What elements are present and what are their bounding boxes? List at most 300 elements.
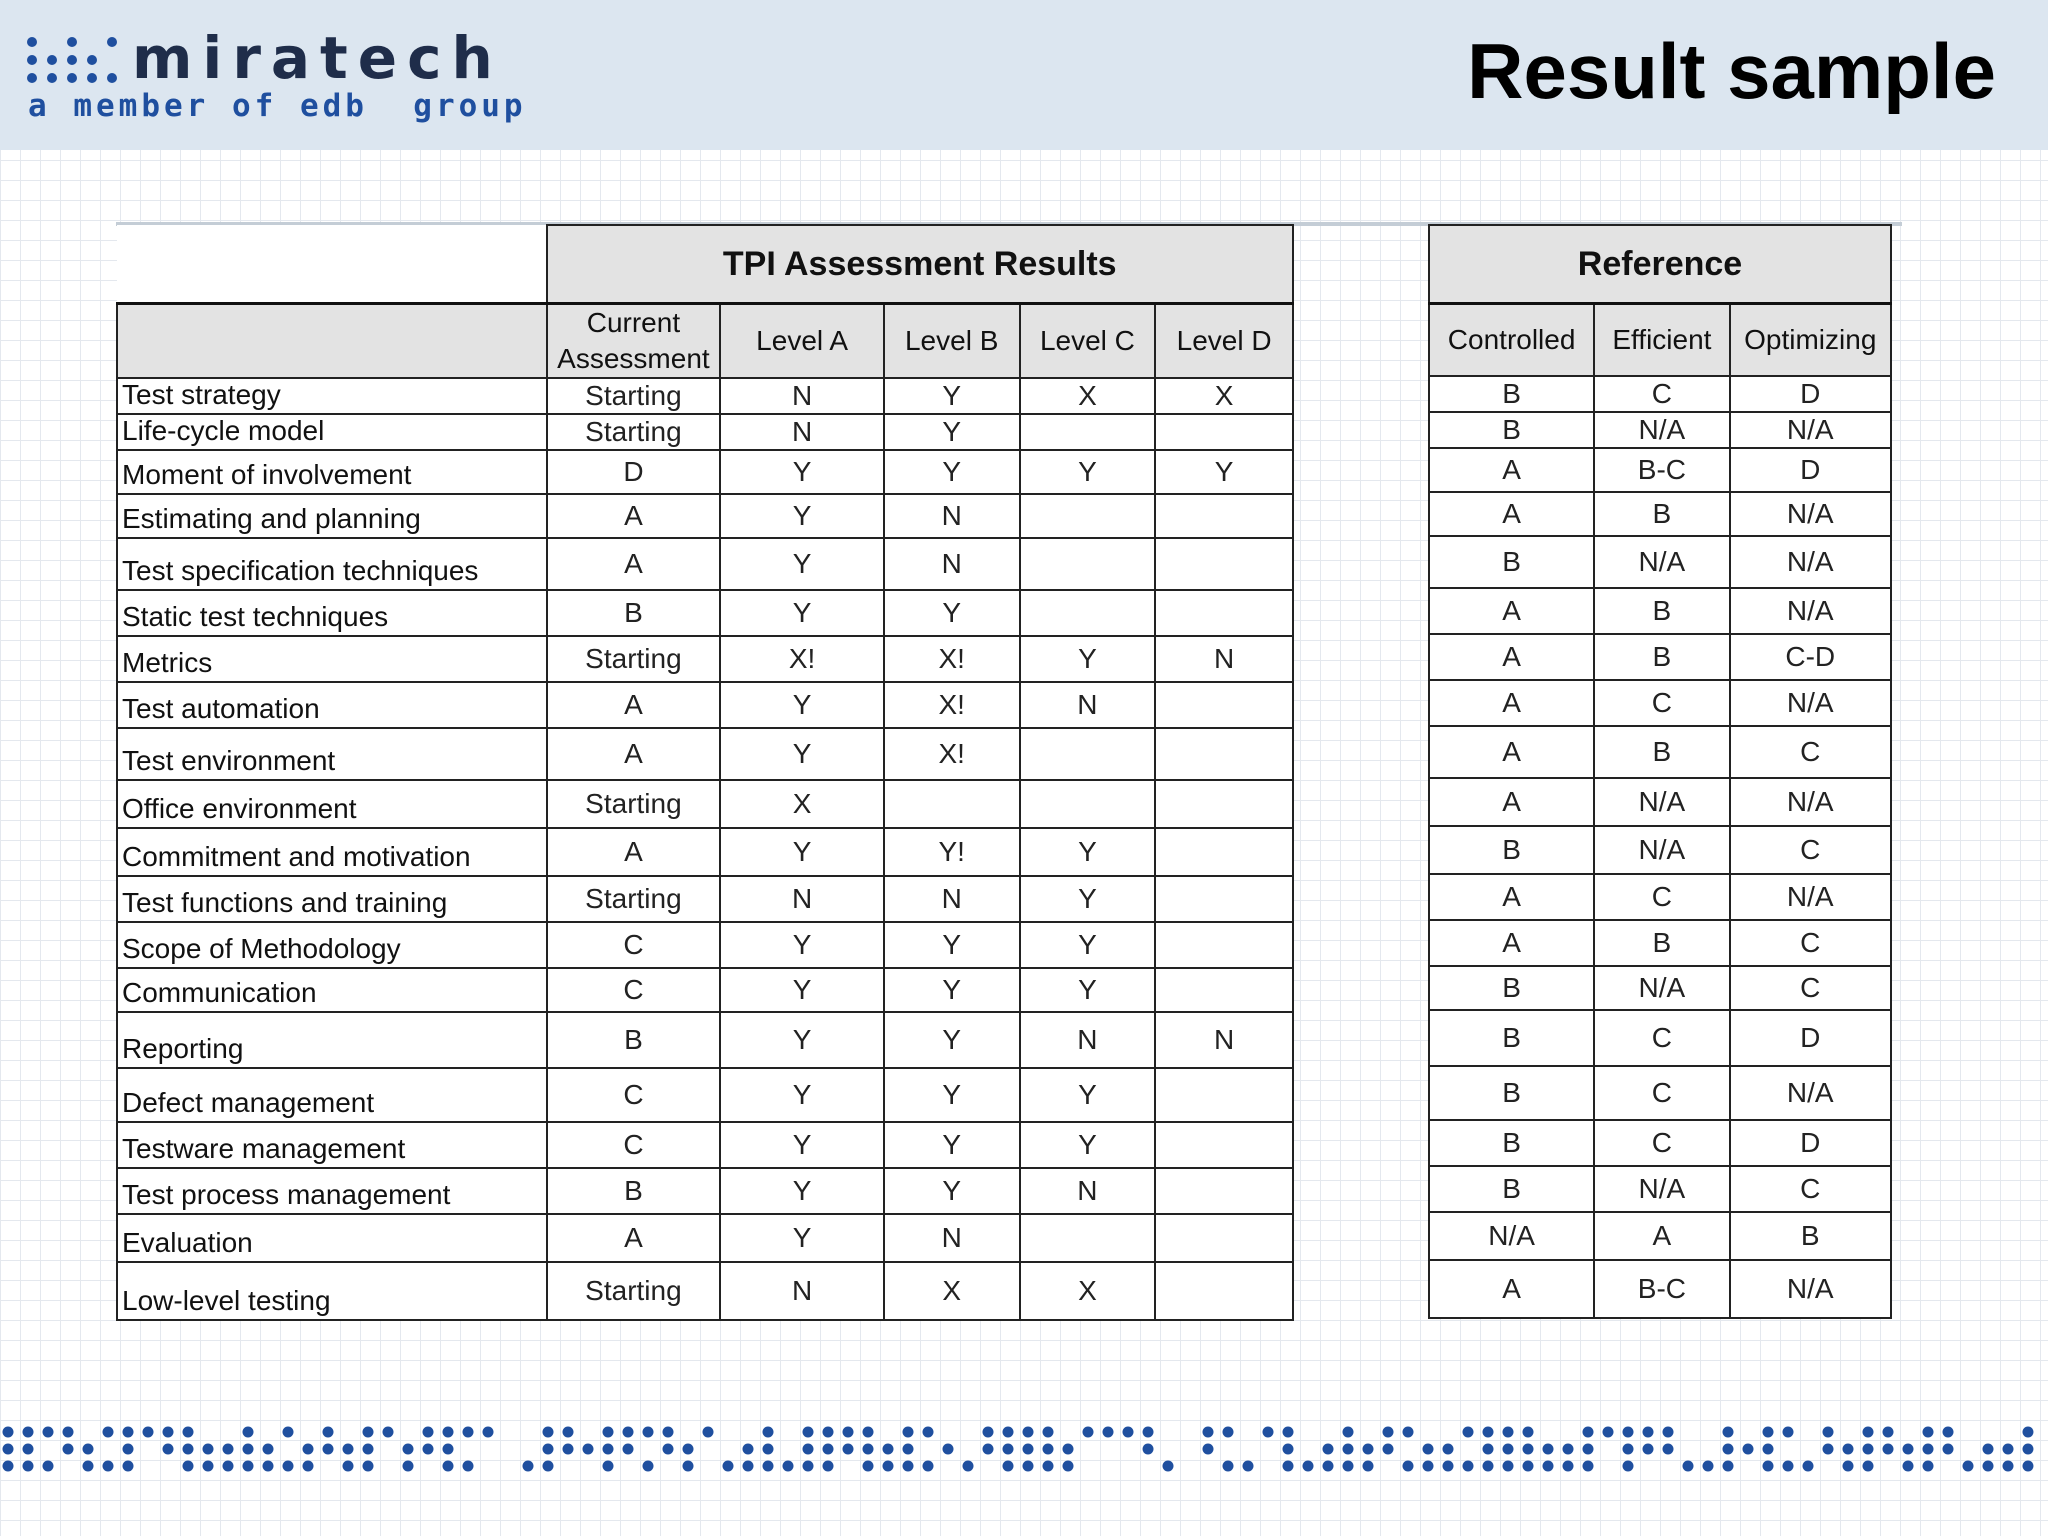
- level-c-cell: [1020, 590, 1156, 636]
- level-a-cell: Y: [720, 1168, 883, 1214]
- level-a-cell: X: [720, 780, 883, 828]
- footer-dot: [1363, 1444, 1374, 1455]
- footer-dot: [123, 1461, 134, 1472]
- reference-row: [1429, 412, 1891, 448]
- footer-dot: [843, 1427, 854, 1438]
- footer-dot: [623, 1444, 634, 1455]
- footer-dot: [763, 1444, 774, 1455]
- table-row: [117, 1214, 1293, 1262]
- footer-dot: [1503, 1461, 1514, 1472]
- current-assessment-cell: Starting: [547, 780, 721, 828]
- reference-row: [1429, 874, 1891, 920]
- current-assessment-cell: B: [547, 590, 721, 636]
- optimizing-cell: C: [1730, 826, 1891, 874]
- reference-row: [1429, 1260, 1891, 1318]
- efficient-cell: N/A: [1594, 1166, 1729, 1212]
- col-optimizing: Optimizing: [1730, 304, 1891, 377]
- reference-row: [1429, 376, 1891, 412]
- footer-dot: [803, 1427, 814, 1438]
- optimizing-cell: C: [1730, 1166, 1891, 1212]
- footer-dot: [343, 1461, 354, 1472]
- level-c-cell: Y: [1020, 1068, 1156, 1122]
- controlled-cell: A: [1429, 680, 1594, 726]
- current-assessment-cell: B: [547, 1168, 721, 1214]
- level-c-cell: [1020, 1214, 1156, 1262]
- footer-dot: [123, 1427, 134, 1438]
- table-row: [117, 590, 1293, 636]
- footer-dot: [943, 1444, 954, 1455]
- assessment-corner: [117, 225, 547, 304]
- footer-dot: [603, 1461, 614, 1472]
- reference-row: [1429, 1166, 1891, 1212]
- footer-dot: [1983, 1461, 1994, 1472]
- footer-dot: [803, 1444, 814, 1455]
- optimizing-cell: N/A: [1730, 492, 1891, 536]
- footer-dot: [1663, 1427, 1674, 1438]
- optimizing-cell: N/A: [1730, 1260, 1891, 1318]
- reference-row: [1429, 726, 1891, 778]
- footer-dot: [1723, 1461, 1734, 1472]
- level-b-cell: Y!: [884, 828, 1020, 876]
- optimizing-cell: N/A: [1730, 680, 1891, 726]
- footer-dot: [1903, 1461, 1914, 1472]
- footer-dot: [1923, 1444, 1934, 1455]
- footer-dot: [1423, 1461, 1434, 1472]
- level-a-cell: N: [720, 876, 883, 922]
- footer-dot: [1363, 1461, 1374, 1472]
- current-assessment-cell: A: [547, 538, 721, 590]
- efficient-cell: C: [1594, 1010, 1729, 1066]
- controlled-cell: B: [1429, 536, 1594, 588]
- footer-dot: [883, 1461, 894, 1472]
- level-a-cell: Y: [720, 1068, 883, 1122]
- table-row: [117, 828, 1293, 876]
- level-c-cell: [1020, 414, 1156, 450]
- row-name: Moment of involvement: [117, 450, 547, 494]
- footer-dot: [1963, 1461, 1974, 1472]
- footer-dot: [1403, 1461, 1414, 1472]
- footer-dot: [303, 1444, 314, 1455]
- current-assessment-cell: Starting: [547, 876, 721, 922]
- level-d-cell: [1155, 494, 1293, 538]
- footer-dot: [823, 1427, 834, 1438]
- footer-dot: [1063, 1444, 1074, 1455]
- row-name: Metrics: [117, 636, 547, 682]
- controlled-cell: B: [1429, 1066, 1594, 1120]
- footer-dot: [543, 1444, 554, 1455]
- footer-dot: [1483, 1461, 1494, 1472]
- current-assessment-cell: Starting: [547, 378, 721, 414]
- footer-dot: [2023, 1461, 2034, 1472]
- footer-dot: [1583, 1444, 1594, 1455]
- row-label-header: [117, 304, 547, 379]
- controlled-cell: A: [1429, 920, 1594, 966]
- footer-dot: [1783, 1461, 1794, 1472]
- footer-dot: [1923, 1461, 1934, 1472]
- optimizing-cell: N/A: [1730, 778, 1891, 826]
- footer-dot: [923, 1461, 934, 1472]
- efficient-cell: N/A: [1594, 966, 1729, 1010]
- footer-dot: [763, 1461, 774, 1472]
- row-name: Low-level testing: [117, 1262, 547, 1320]
- level-a-cell: Y: [720, 450, 883, 494]
- footer-dot: [563, 1427, 574, 1438]
- footer-dot: [443, 1444, 454, 1455]
- footer-dot: [243, 1461, 254, 1472]
- footer-dots-decoration: [0, 1420, 2048, 1480]
- efficient-cell: B-C: [1594, 1260, 1729, 1318]
- table-row: [117, 1262, 1293, 1320]
- footer-dot: [163, 1427, 174, 1438]
- footer-dot: [423, 1427, 434, 1438]
- footer-dot: [3, 1461, 14, 1472]
- efficient-cell: C: [1594, 1066, 1729, 1120]
- footer-dot: [1303, 1461, 1314, 1472]
- footer-dot: [1923, 1427, 1934, 1438]
- footer-dot: [443, 1427, 454, 1438]
- footer-dot: [1063, 1461, 1074, 1472]
- footer-dot: [443, 1461, 454, 1472]
- footer-dot: [543, 1427, 554, 1438]
- level-a-cell: Y: [720, 728, 883, 780]
- footer-dot: [1603, 1427, 1614, 1438]
- optimizing-cell: N/A: [1730, 588, 1891, 634]
- level-d-cell: [1155, 1122, 1293, 1168]
- current-assessment-cell: B: [547, 1012, 721, 1068]
- footer-dot: [1083, 1427, 1094, 1438]
- level-b-cell: Y: [884, 1122, 1020, 1168]
- footer-dot: [2023, 1427, 2034, 1438]
- footer-dot: [603, 1427, 614, 1438]
- efficient-cell: N/A: [1594, 778, 1729, 826]
- controlled-cell: A: [1429, 874, 1594, 920]
- level-b-cell: X!: [884, 682, 1020, 728]
- footer-dot: [1523, 1444, 1534, 1455]
- level-b-cell: N: [884, 538, 1020, 590]
- footer-dot: [1643, 1444, 1654, 1455]
- row-name: Communication: [117, 968, 547, 1012]
- row-name: Office environment: [117, 780, 547, 828]
- footer-dot: [1983, 1444, 1994, 1455]
- row-name: Testware management: [117, 1122, 547, 1168]
- footer-dot: [363, 1461, 374, 1472]
- footer-dot: [743, 1444, 754, 1455]
- reference-row: [1429, 680, 1891, 726]
- footer-dot: [63, 1444, 74, 1455]
- efficient-cell: B: [1594, 726, 1729, 778]
- footer-dot: [823, 1444, 834, 1455]
- footer-dot: [643, 1427, 654, 1438]
- level-a-cell: Y: [720, 682, 883, 728]
- footer-dot: [1263, 1427, 1274, 1438]
- level-b-cell: Y: [884, 968, 1020, 1012]
- footer-dot: [223, 1461, 234, 1472]
- footer-dot: [1243, 1461, 1254, 1472]
- footer-dot: [1743, 1444, 1754, 1455]
- level-a-cell: N: [720, 1262, 883, 1320]
- footer-dot: [183, 1427, 194, 1438]
- level-d-cell: N: [1155, 1012, 1293, 1068]
- level-b-cell: Y: [884, 414, 1020, 450]
- optimizing-cell: N/A: [1730, 874, 1891, 920]
- col-efficient: Efficient: [1594, 304, 1729, 377]
- current-assessment-cell: Starting: [547, 636, 721, 682]
- footer-dot: [83, 1444, 94, 1455]
- footer-dot: [3, 1444, 14, 1455]
- footer-dot: [1383, 1444, 1394, 1455]
- footer-dot: [1863, 1461, 1874, 1472]
- footer-dot: [1883, 1444, 1894, 1455]
- footer-dot: [183, 1444, 194, 1455]
- efficient-cell: N/A: [1594, 412, 1729, 448]
- footer-dot: [1523, 1461, 1534, 1472]
- level-d-cell: [1155, 968, 1293, 1012]
- optimizing-cell: C: [1730, 726, 1891, 778]
- footer-dot: [1043, 1427, 1054, 1438]
- level-c-cell: Y: [1020, 922, 1156, 968]
- footer-dot: [1483, 1427, 1494, 1438]
- level-d-cell: [1155, 538, 1293, 590]
- footer-dot: [1023, 1427, 1034, 1438]
- footer-dot: [1523, 1427, 1534, 1438]
- level-d-cell: [1155, 1168, 1293, 1214]
- table-row: [117, 450, 1293, 494]
- efficient-cell: B: [1594, 492, 1729, 536]
- assessment-heading: TPI Assessment Results: [547, 225, 1294, 304]
- footer-dot: [1283, 1461, 1294, 1472]
- controlled-cell: A: [1429, 778, 1594, 826]
- reference-body: [1429, 376, 1891, 1318]
- footer-dot: [343, 1444, 354, 1455]
- optimizing-cell: N/A: [1730, 412, 1891, 448]
- footer-dot: [1383, 1427, 1394, 1438]
- footer-dot: [703, 1427, 714, 1438]
- level-d-cell: [1155, 828, 1293, 876]
- footer-dot: [1503, 1444, 1514, 1455]
- footer-dot: [1683, 1461, 1694, 1472]
- footer-dot: [63, 1427, 74, 1438]
- miratech-logo: [26, 24, 527, 126]
- footer-dot: [1723, 1427, 1734, 1438]
- row-name: Commitment and motivation: [117, 828, 547, 876]
- reference-row: [1429, 1010, 1891, 1066]
- efficient-cell: C: [1594, 874, 1729, 920]
- footer-dot: [603, 1444, 614, 1455]
- level-b-cell: Y: [884, 590, 1020, 636]
- footer-dot: [2023, 1444, 2034, 1455]
- level-c-cell: [1020, 780, 1156, 828]
- footer-dot: [1763, 1461, 1774, 1472]
- level-a-cell: X!: [720, 636, 883, 682]
- footer-dot: [723, 1461, 734, 1472]
- level-a-cell: Y: [720, 828, 883, 876]
- footer-dot: [1203, 1444, 1214, 1455]
- row-name: Test automation: [117, 682, 547, 728]
- footer-dot: [523, 1461, 534, 1472]
- level-b-cell: Y: [884, 922, 1020, 968]
- efficient-cell: C: [1594, 680, 1729, 726]
- footer-dot: [103, 1427, 114, 1438]
- assessment-body: [117, 378, 1293, 1320]
- level-d-cell: [1155, 876, 1293, 922]
- footer-dot: [463, 1461, 474, 1472]
- footer-dot: [1443, 1461, 1454, 1472]
- controlled-cell: A: [1429, 1260, 1594, 1318]
- table-row: [117, 414, 1293, 450]
- controlled-cell: A: [1429, 726, 1594, 778]
- reference-row: [1429, 492, 1891, 536]
- row-name: Defect management: [117, 1068, 547, 1122]
- footer-dot: [303, 1461, 314, 1472]
- level-b-cell: X!: [884, 636, 1020, 682]
- controlled-cell: B: [1429, 412, 1594, 448]
- level-c-cell: Y: [1020, 968, 1156, 1012]
- reference-row: [1429, 1066, 1891, 1120]
- level-b-cell: X!: [884, 728, 1020, 780]
- controlled-cell: B: [1429, 966, 1594, 1010]
- col-level-b: Level B: [884, 304, 1020, 379]
- footer-dot: [1563, 1461, 1574, 1472]
- level-c-cell: Y: [1020, 876, 1156, 922]
- level-c-cell: [1020, 538, 1156, 590]
- footer-dot: [1503, 1427, 1514, 1438]
- level-a-cell: Y: [720, 494, 883, 538]
- row-name: Test functions and training: [117, 876, 547, 922]
- controlled-cell: B: [1429, 1120, 1594, 1166]
- footer-dot: [1463, 1427, 1474, 1438]
- current-assessment-cell: A: [547, 682, 721, 728]
- footer-dot: [163, 1444, 174, 1455]
- slide-header: [0, 0, 2048, 150]
- level-a-cell: Y: [720, 1012, 883, 1068]
- level-c-cell: N: [1020, 682, 1156, 728]
- table-row: [117, 378, 1293, 414]
- reference-row: [1429, 588, 1891, 634]
- current-assessment-cell: A: [547, 828, 721, 876]
- footer-dot: [283, 1427, 294, 1438]
- footer-dot: [143, 1427, 154, 1438]
- footer-dot: [663, 1444, 674, 1455]
- slide-title: Result sample: [1467, 27, 1996, 115]
- level-c-cell: [1020, 728, 1156, 780]
- row-name: Test specification techniques: [117, 538, 547, 590]
- level-c-cell: X: [1020, 378, 1156, 414]
- footer-dot: [863, 1461, 874, 1472]
- footer-dot: [463, 1427, 474, 1438]
- level-c-cell: Y: [1020, 450, 1156, 494]
- level-d-cell: X: [1155, 378, 1293, 414]
- col-level-a: Level A: [720, 304, 883, 379]
- footer-dot: [323, 1444, 334, 1455]
- level-b-cell: Y: [884, 378, 1020, 414]
- row-name: Life-cycle model: [117, 414, 547, 450]
- footer-dot: [423, 1444, 434, 1455]
- footer-dot: [2003, 1461, 2014, 1472]
- reference-row: [1429, 536, 1891, 588]
- footer-dot: [663, 1427, 674, 1438]
- level-b-cell: N: [884, 1214, 1020, 1262]
- footer-dot: [283, 1461, 294, 1472]
- table-row: [117, 1012, 1293, 1068]
- footer-dot: [83, 1461, 94, 1472]
- footer-dot: [403, 1461, 414, 1472]
- level-c-cell: [1020, 494, 1156, 538]
- footer-dot: [1283, 1444, 1294, 1455]
- optimizing-cell: N/A: [1730, 1066, 1891, 1120]
- footer-dot: [263, 1444, 274, 1455]
- level-b-cell: N: [884, 494, 1020, 538]
- table-row: [117, 728, 1293, 780]
- table-row: [117, 780, 1293, 828]
- footer-dot: [563, 1444, 574, 1455]
- footer-dot: [543, 1461, 554, 1472]
- table-row: [117, 494, 1293, 538]
- logo-name: miratech: [132, 24, 503, 92]
- row-name: Test environment: [117, 728, 547, 780]
- level-d-cell: Y: [1155, 450, 1293, 494]
- current-assessment-cell: Starting: [547, 1262, 721, 1320]
- efficient-cell: B: [1594, 920, 1729, 966]
- level-a-cell: Y: [720, 538, 883, 590]
- footer-dot: [1803, 1461, 1814, 1472]
- footer-dot: [1023, 1444, 1034, 1455]
- footer-dot: [243, 1444, 254, 1455]
- optimizing-cell: D: [1730, 1010, 1891, 1066]
- footer-dot: [363, 1444, 374, 1455]
- footer-dot: [1163, 1461, 1174, 1472]
- efficient-cell: N/A: [1594, 826, 1729, 874]
- level-a-cell: N: [720, 414, 883, 450]
- footer-dot: [1883, 1427, 1894, 1438]
- level-b-cell: Y: [884, 1168, 1020, 1214]
- efficient-cell: B-C: [1594, 448, 1729, 492]
- footer-dot: [1763, 1427, 1774, 1438]
- footer-dot: [1443, 1444, 1454, 1455]
- optimizing-cell: C-D: [1730, 634, 1891, 680]
- efficient-cell: B: [1594, 634, 1729, 680]
- level-d-cell: [1155, 590, 1293, 636]
- controlled-cell: A: [1429, 634, 1594, 680]
- footer-dot: [1823, 1427, 1834, 1438]
- table-row: [117, 682, 1293, 728]
- footer-dot: [1343, 1427, 1354, 1438]
- footer-dot: [1863, 1427, 1874, 1438]
- level-c-cell: Y: [1020, 1122, 1156, 1168]
- level-d-cell: [1155, 682, 1293, 728]
- efficient-cell: C: [1594, 1120, 1729, 1166]
- footer-dot: [1943, 1427, 1954, 1438]
- footer-dot: [2003, 1444, 2014, 1455]
- level-d-cell: N: [1155, 636, 1293, 682]
- footer-dot: [103, 1461, 114, 1472]
- footer-dot: [1283, 1427, 1294, 1438]
- footer-dot: [1023, 1461, 1034, 1472]
- controlled-cell: B: [1429, 1010, 1594, 1066]
- reference-row: [1429, 1212, 1891, 1260]
- footer-dot: [823, 1461, 834, 1472]
- level-c-cell: Y: [1020, 828, 1156, 876]
- reference-heading: Reference: [1429, 225, 1891, 304]
- current-assessment-cell: D: [547, 450, 721, 494]
- footer-dot: [363, 1427, 374, 1438]
- footer-dot: [1903, 1444, 1914, 1455]
- footer-dot: [1583, 1427, 1594, 1438]
- row-name: Test strategy: [117, 378, 547, 414]
- footer-dot: [783, 1461, 794, 1472]
- controlled-cell: B: [1429, 1166, 1594, 1212]
- footer-dot: [983, 1427, 994, 1438]
- level-d-cell: [1155, 1262, 1293, 1320]
